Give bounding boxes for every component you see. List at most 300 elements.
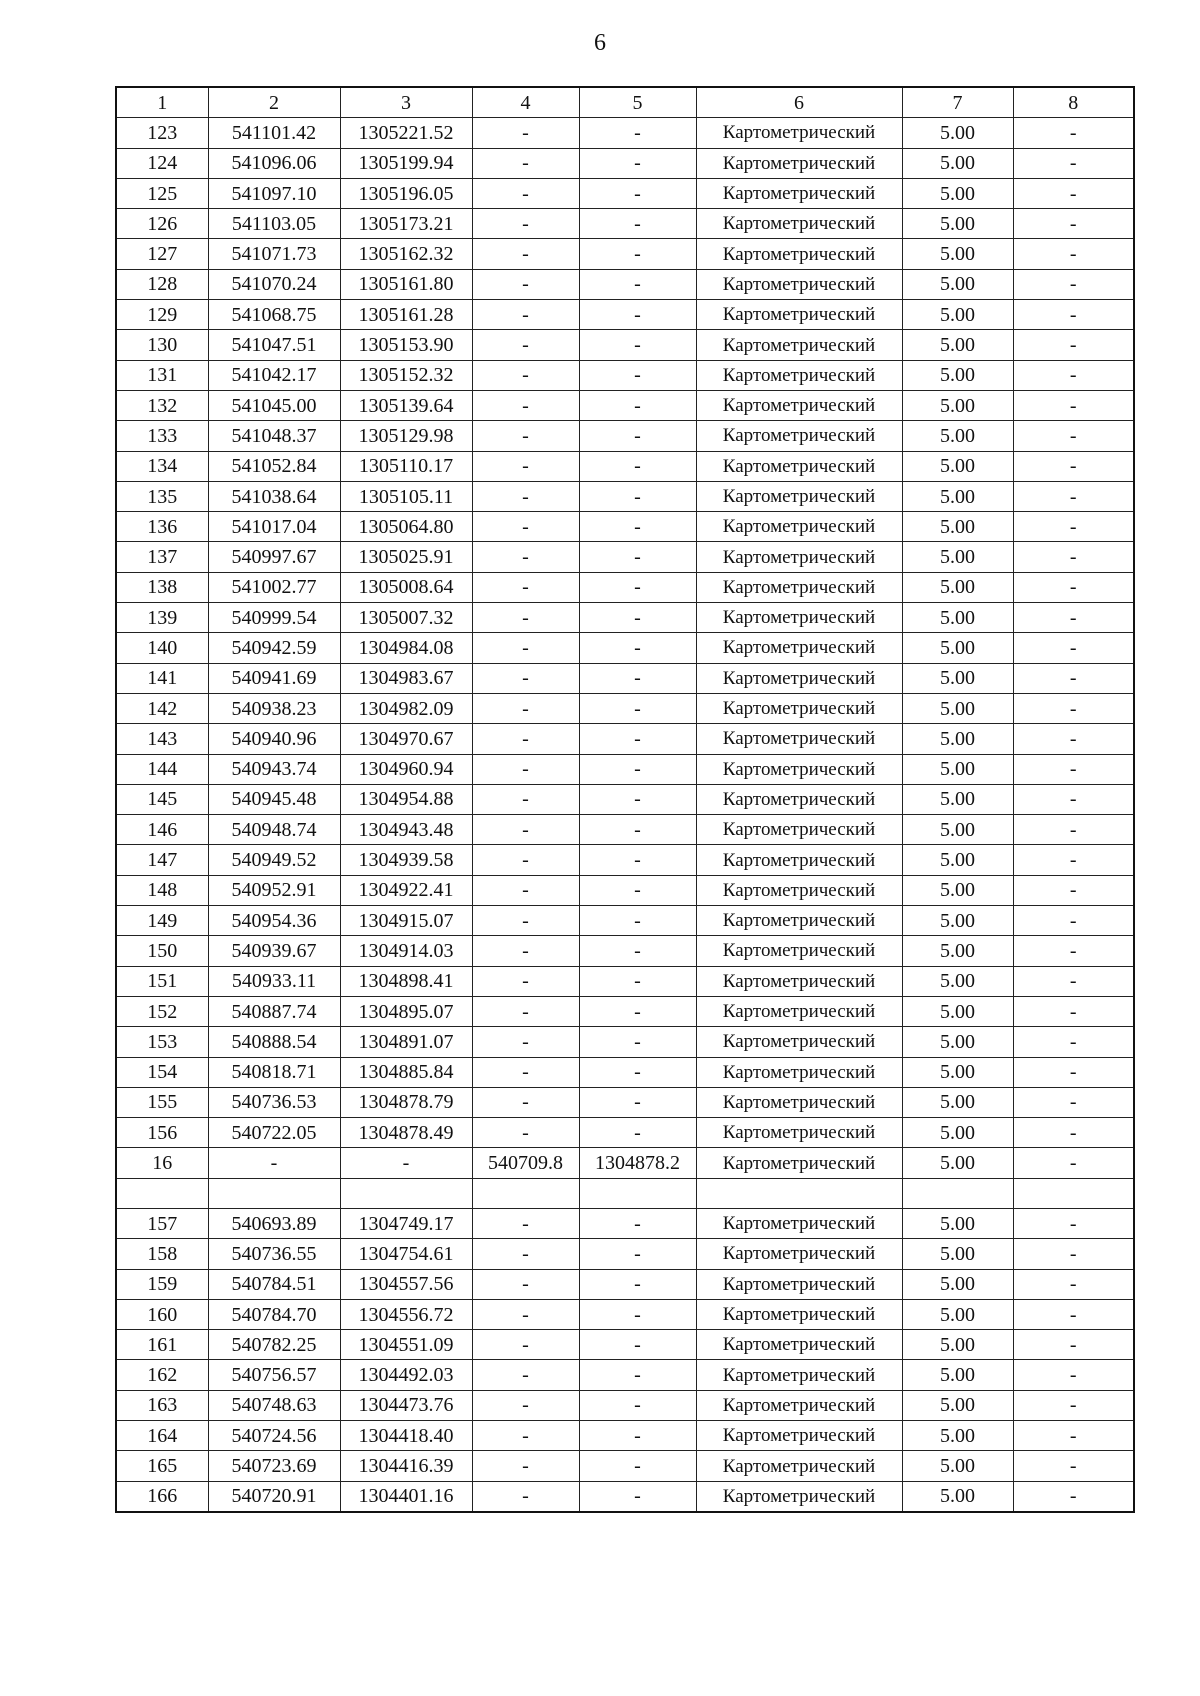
accuracy-cell: 5.00	[902, 1299, 1013, 1329]
description-cell: -	[1013, 845, 1134, 875]
method-cell: Картометрический	[696, 693, 902, 723]
point-number-cell: 163	[116, 1390, 208, 1420]
point-number-cell: 155	[116, 1087, 208, 1117]
point-number-cell: 152	[116, 996, 208, 1026]
method-cell: Картометрический	[696, 148, 902, 178]
x-coordinate-cell: 540736.55	[208, 1239, 340, 1269]
x-coordinate-alt-cell: -	[472, 360, 579, 390]
description-cell: -	[1013, 1057, 1134, 1087]
y-coordinate-alt-cell: 1304878.2	[579, 1148, 696, 1178]
table-row	[116, 1390, 1134, 1420]
description-cell: -	[1013, 1330, 1134, 1360]
table-row	[116, 1360, 1134, 1390]
method-cell: Картометрический	[696, 815, 902, 845]
x-coordinate-alt-cell: -	[472, 1421, 579, 1451]
accuracy-cell: 5.00	[902, 784, 1013, 814]
y-coordinate-cell: 1304556.72	[340, 1299, 472, 1329]
x-coordinate-cell: 540954.36	[208, 906, 340, 936]
x-coordinate-cell: 541017.04	[208, 512, 340, 542]
y-coordinate-alt-cell	[579, 1178, 696, 1208]
table-row	[116, 148, 1134, 178]
point-number-cell: 157	[116, 1208, 208, 1238]
x-coordinate-cell: 540887.74	[208, 996, 340, 1026]
y-coordinate-alt-cell: -	[579, 512, 696, 542]
x-coordinate-cell: 540784.51	[208, 1269, 340, 1299]
y-coordinate-alt-cell: -	[579, 360, 696, 390]
y-coordinate-cell: 1304878.79	[340, 1087, 472, 1117]
y-coordinate-alt-cell: -	[579, 209, 696, 239]
description-cell: -	[1013, 178, 1134, 208]
y-coordinate-alt-cell: -	[579, 1087, 696, 1117]
y-coordinate-cell: 1304492.03	[340, 1360, 472, 1390]
method-cell: Картометрический	[696, 330, 902, 360]
description-cell: -	[1013, 1239, 1134, 1269]
y-coordinate-cell: 1304416.39	[340, 1451, 472, 1481]
method-cell: Картометрический	[696, 421, 902, 451]
description-cell: -	[1013, 512, 1134, 542]
method-cell: Картометрический	[696, 936, 902, 966]
method-cell: Картометрический	[696, 1390, 902, 1420]
x-coordinate-alt-cell: -	[472, 754, 579, 784]
description-cell: -	[1013, 996, 1134, 1026]
point-number-cell: 136	[116, 512, 208, 542]
y-coordinate-cell: 1305152.32	[340, 360, 472, 390]
y-coordinate-cell: 1304551.09	[340, 1330, 472, 1360]
method-cell: Картометрический	[696, 118, 902, 148]
table-row	[116, 1208, 1134, 1238]
accuracy-cell: 5.00	[902, 1451, 1013, 1481]
accuracy-cell: 5.00	[902, 451, 1013, 481]
x-coordinate-alt-cell: -	[472, 815, 579, 845]
y-coordinate-cell: 1304970.67	[340, 724, 472, 754]
accuracy-cell: 5.00	[902, 1239, 1013, 1269]
y-coordinate-alt-cell: -	[579, 815, 696, 845]
method-cell: Картометрический	[696, 300, 902, 330]
method-cell: Картометрический	[696, 1451, 902, 1481]
x-coordinate-cell	[208, 1178, 340, 1208]
x-coordinate-alt-cell: -	[472, 1269, 579, 1299]
x-coordinate-cell: 540784.70	[208, 1299, 340, 1329]
accuracy-cell: 5.00	[902, 1269, 1013, 1299]
point-number-cell: 149	[116, 906, 208, 936]
x-coordinate-cell: 540736.53	[208, 1087, 340, 1117]
y-coordinate-cell: 1304922.41	[340, 875, 472, 905]
point-number-cell: 123	[116, 118, 208, 148]
point-number-cell: 139	[116, 603, 208, 633]
description-cell: -	[1013, 481, 1134, 511]
y-coordinate-alt-cell: -	[579, 1027, 696, 1057]
table-row	[116, 1057, 1134, 1087]
y-coordinate-cell: 1304982.09	[340, 693, 472, 723]
y-coordinate-alt-cell: -	[579, 603, 696, 633]
description-cell	[1013, 1178, 1134, 1208]
table-header-row	[116, 87, 1134, 118]
x-coordinate-cell: 541097.10	[208, 178, 340, 208]
point-number-cell: 166	[116, 1481, 208, 1512]
x-coordinate-alt-cell: -	[472, 784, 579, 814]
description-cell: -	[1013, 906, 1134, 936]
point-number-cell: 126	[116, 209, 208, 239]
x-coordinate-cell: 540722.05	[208, 1118, 340, 1148]
accuracy-cell: 5.00	[902, 603, 1013, 633]
y-coordinate-alt-cell: -	[579, 390, 696, 420]
y-coordinate-cell: 1305162.32	[340, 239, 472, 269]
method-cell: Картометрический	[696, 1239, 902, 1269]
x-coordinate-cell: 540943.74	[208, 754, 340, 784]
y-coordinate-alt-cell: -	[579, 239, 696, 269]
table-body	[116, 118, 1134, 1512]
point-number-cell: 140	[116, 633, 208, 663]
x-coordinate-cell: 541101.42	[208, 118, 340, 148]
x-coordinate-cell: 540938.23	[208, 693, 340, 723]
x-coordinate-cell: 540940.96	[208, 724, 340, 754]
x-coordinate-alt-cell: -	[472, 1087, 579, 1117]
point-number-cell: 130	[116, 330, 208, 360]
y-coordinate-cell: 1305221.52	[340, 118, 472, 148]
accuracy-cell: 5.00	[902, 390, 1013, 420]
y-coordinate-alt-cell: -	[579, 845, 696, 875]
y-coordinate-alt-cell: -	[579, 1208, 696, 1238]
y-coordinate-cell: 1304749.17	[340, 1208, 472, 1238]
table-row	[116, 754, 1134, 784]
x-coordinate-cell: 541103.05	[208, 209, 340, 239]
method-cell: Картометрический	[696, 239, 902, 269]
method-cell: Картометрический	[696, 996, 902, 1026]
x-coordinate-alt-cell: -	[472, 633, 579, 663]
x-coordinate-alt-cell: -	[472, 1330, 579, 1360]
y-coordinate-cell: 1305161.28	[340, 300, 472, 330]
table-row	[116, 936, 1134, 966]
method-cell: Картометрический	[696, 633, 902, 663]
description-cell: -	[1013, 421, 1134, 451]
y-coordinate-cell: 1304914.03	[340, 936, 472, 966]
description-cell: -	[1013, 1299, 1134, 1329]
description-cell: -	[1013, 663, 1134, 693]
method-cell: Картометрический	[696, 512, 902, 542]
description-cell: -	[1013, 1360, 1134, 1390]
x-coordinate-alt-cell: -	[472, 875, 579, 905]
x-coordinate-alt-cell: -	[472, 724, 579, 754]
x-coordinate-alt-cell: -	[472, 1239, 579, 1269]
accuracy-cell: 5.00	[902, 815, 1013, 845]
description-cell: -	[1013, 784, 1134, 814]
table-row	[116, 269, 1134, 299]
x-coordinate-cell: 540941.69	[208, 663, 340, 693]
description-cell: -	[1013, 1390, 1134, 1420]
accuracy-cell: 5.00	[902, 209, 1013, 239]
y-coordinate-cell: 1305110.17	[340, 451, 472, 481]
y-coordinate-cell: -	[340, 1148, 472, 1178]
accuracy-cell: 5.00	[902, 1118, 1013, 1148]
x-coordinate-cell: 540997.67	[208, 542, 340, 572]
table-row	[116, 542, 1134, 572]
x-coordinate-alt-cell: -	[472, 209, 579, 239]
method-cell: Картометрический	[696, 784, 902, 814]
description-cell: -	[1013, 936, 1134, 966]
table-row	[116, 996, 1134, 1026]
x-coordinate-cell: 540693.89	[208, 1208, 340, 1238]
method-cell: Картометрический	[696, 178, 902, 208]
method-cell: Картометрический	[696, 663, 902, 693]
y-coordinate-cell: 1304418.40	[340, 1421, 472, 1451]
description-cell: -	[1013, 300, 1134, 330]
y-coordinate-cell: 1304939.58	[340, 845, 472, 875]
point-number-cell: 145	[116, 784, 208, 814]
accuracy-cell: 5.00	[902, 481, 1013, 511]
method-cell: Картометрический	[696, 481, 902, 511]
x-coordinate-alt-cell: -	[472, 390, 579, 420]
accuracy-cell: 5.00	[902, 1057, 1013, 1087]
x-coordinate-cell: 541048.37	[208, 421, 340, 451]
table-row	[116, 239, 1134, 269]
point-number-cell: 125	[116, 178, 208, 208]
x-coordinate-cell: 541070.24	[208, 269, 340, 299]
table-row	[116, 1421, 1134, 1451]
accuracy-cell: 5.00	[902, 512, 1013, 542]
description-cell: -	[1013, 239, 1134, 269]
method-cell: Картометрический	[696, 360, 902, 390]
table-row	[116, 1481, 1134, 1512]
description-cell: -	[1013, 1118, 1134, 1148]
method-cell: Картометрический	[696, 875, 902, 905]
accuracy-cell: 5.00	[902, 300, 1013, 330]
method-cell: Картометрический	[696, 724, 902, 754]
description-cell: -	[1013, 724, 1134, 754]
table-row	[116, 875, 1134, 905]
y-coordinate-alt-cell: -	[579, 300, 696, 330]
description-cell: -	[1013, 1027, 1134, 1057]
y-coordinate-alt-cell: -	[579, 633, 696, 663]
header-cell: 3	[340, 87, 472, 118]
x-coordinate-cell: 541045.00	[208, 390, 340, 420]
accuracy-cell: 5.00	[902, 996, 1013, 1026]
description-cell: -	[1013, 875, 1134, 905]
x-coordinate-cell: 540949.52	[208, 845, 340, 875]
y-coordinate-cell: 1304895.07	[340, 996, 472, 1026]
table-row	[116, 1148, 1134, 1178]
point-number-cell: 165	[116, 1451, 208, 1481]
accuracy-cell: 5.00	[902, 1330, 1013, 1360]
x-coordinate-alt-cell: -	[472, 1481, 579, 1512]
y-coordinate-alt-cell: -	[579, 572, 696, 602]
accuracy-cell: 5.00	[902, 906, 1013, 936]
accuracy-cell: 5.00	[902, 633, 1013, 663]
description-cell: -	[1013, 754, 1134, 784]
method-cell: Картометрический	[696, 1148, 902, 1178]
accuracy-cell	[902, 1178, 1013, 1208]
accuracy-cell: 5.00	[902, 1208, 1013, 1238]
table-row	[116, 1118, 1134, 1148]
accuracy-cell: 5.00	[902, 1148, 1013, 1178]
point-number-cell: 159	[116, 1269, 208, 1299]
y-coordinate-alt-cell: -	[579, 178, 696, 208]
header-cell: 7	[902, 87, 1013, 118]
accuracy-cell: 5.00	[902, 1421, 1013, 1451]
y-coordinate-alt-cell: -	[579, 936, 696, 966]
description-cell: -	[1013, 966, 1134, 996]
accuracy-cell: 5.00	[902, 1390, 1013, 1420]
point-number-cell: 161	[116, 1330, 208, 1360]
description-cell: -	[1013, 118, 1134, 148]
point-number-cell: 137	[116, 542, 208, 572]
y-coordinate-cell: 1305008.64	[340, 572, 472, 602]
point-number-cell: 151	[116, 966, 208, 996]
y-coordinate-alt-cell: -	[579, 1481, 696, 1512]
x-coordinate-alt-cell: -	[472, 906, 579, 936]
point-number-cell: 124	[116, 148, 208, 178]
accuracy-cell: 5.00	[902, 178, 1013, 208]
table-row	[116, 300, 1134, 330]
description-cell: -	[1013, 815, 1134, 845]
description-cell: -	[1013, 1269, 1134, 1299]
x-coordinate-alt-cell: -	[472, 330, 579, 360]
accuracy-cell: 5.00	[902, 1027, 1013, 1057]
y-coordinate-alt-cell: -	[579, 330, 696, 360]
method-cell: Картометрический	[696, 754, 902, 784]
table-row	[116, 209, 1134, 239]
method-cell: Картометрический	[696, 269, 902, 299]
table-row	[116, 663, 1134, 693]
y-coordinate-cell: 1305161.80	[340, 269, 472, 299]
table-row	[116, 1269, 1134, 1299]
description-cell: -	[1013, 603, 1134, 633]
accuracy-cell: 5.00	[902, 118, 1013, 148]
method-cell: Картометрический	[696, 1421, 902, 1451]
page-number: 6	[594, 30, 606, 56]
point-number-cell: 138	[116, 572, 208, 602]
x-coordinate-cell: 540942.59	[208, 633, 340, 663]
header-cell: 2	[208, 87, 340, 118]
table-row	[116, 693, 1134, 723]
y-coordinate-cell: 1305025.91	[340, 542, 472, 572]
x-coordinate-cell: 540782.25	[208, 1330, 340, 1360]
table-row	[116, 178, 1134, 208]
x-coordinate-cell: 540756.57	[208, 1360, 340, 1390]
point-number-cell: 146	[116, 815, 208, 845]
accuracy-cell: 5.00	[902, 693, 1013, 723]
y-coordinate-cell: 1305129.98	[340, 421, 472, 451]
description-cell: -	[1013, 633, 1134, 663]
point-number-cell: 154	[116, 1057, 208, 1087]
coordinates-table	[115, 86, 1135, 1513]
accuracy-cell: 5.00	[902, 845, 1013, 875]
method-cell: Картометрический	[696, 209, 902, 239]
accuracy-cell: 5.00	[902, 148, 1013, 178]
x-coordinate-alt-cell: -	[472, 481, 579, 511]
y-coordinate-alt-cell: -	[579, 269, 696, 299]
method-cell: Картометрический	[696, 572, 902, 602]
description-cell: -	[1013, 330, 1134, 360]
x-coordinate-alt-cell: -	[472, 421, 579, 451]
y-coordinate-alt-cell: -	[579, 1269, 696, 1299]
y-coordinate-cell: 1304954.88	[340, 784, 472, 814]
x-coordinate-alt-cell: -	[472, 603, 579, 633]
y-coordinate-alt-cell: -	[579, 875, 696, 905]
y-coordinate-cell	[340, 1178, 472, 1208]
point-number-cell: 141	[116, 663, 208, 693]
x-coordinate-alt-cell: -	[472, 845, 579, 875]
description-cell: -	[1013, 1148, 1134, 1178]
y-coordinate-alt-cell: -	[579, 1118, 696, 1148]
x-coordinate-cell: 541068.75	[208, 300, 340, 330]
point-number-cell: 132	[116, 390, 208, 420]
description-cell: -	[1013, 209, 1134, 239]
table-row	[116, 1178, 1134, 1208]
x-coordinate-alt-cell: -	[472, 1390, 579, 1420]
point-number-cell: 129	[116, 300, 208, 330]
accuracy-cell: 5.00	[902, 239, 1013, 269]
method-cell: Картометрический	[696, 1360, 902, 1390]
x-coordinate-cell: 540952.91	[208, 875, 340, 905]
x-coordinate-cell: 540723.69	[208, 1451, 340, 1481]
point-number-cell: 144	[116, 754, 208, 784]
y-coordinate-alt-cell: -	[579, 966, 696, 996]
y-coordinate-alt-cell: -	[579, 906, 696, 936]
y-coordinate-alt-cell: -	[579, 1390, 696, 1420]
y-coordinate-alt-cell: -	[579, 663, 696, 693]
y-coordinate-cell: 1304891.07	[340, 1027, 472, 1057]
method-cell: Картометрический	[696, 542, 902, 572]
accuracy-cell: 5.00	[902, 875, 1013, 905]
header-cell: 1	[116, 87, 208, 118]
method-cell: Картометрический	[696, 1299, 902, 1329]
y-coordinate-cell: 1304960.94	[340, 754, 472, 784]
accuracy-cell: 5.00	[902, 1481, 1013, 1512]
x-coordinate-alt-cell: -	[472, 1057, 579, 1087]
accuracy-cell: 5.00	[902, 754, 1013, 784]
x-coordinate-alt-cell: -	[472, 118, 579, 148]
y-coordinate-alt-cell: -	[579, 148, 696, 178]
table-row	[116, 451, 1134, 481]
method-cell: Картометрический	[696, 603, 902, 633]
table-row	[116, 906, 1134, 936]
method-cell: Картометрический	[696, 1208, 902, 1238]
y-coordinate-alt-cell: -	[579, 1239, 696, 1269]
x-coordinate-alt-cell: -	[472, 239, 579, 269]
y-coordinate-cell: 1305007.32	[340, 603, 472, 633]
y-coordinate-alt-cell: -	[579, 784, 696, 814]
accuracy-cell: 5.00	[902, 360, 1013, 390]
y-coordinate-alt-cell: -	[579, 996, 696, 1026]
y-coordinate-cell: 1305064.80	[340, 512, 472, 542]
x-coordinate-cell: -	[208, 1148, 340, 1178]
method-cell: Картометрический	[696, 1269, 902, 1299]
x-coordinate-alt-cell: -	[472, 1360, 579, 1390]
description-cell: -	[1013, 572, 1134, 602]
method-cell: Картометрический	[696, 1057, 902, 1087]
point-number-cell	[116, 1178, 208, 1208]
table-row	[116, 845, 1134, 875]
method-cell: Картометрический	[696, 966, 902, 996]
table-row	[116, 481, 1134, 511]
table-row	[116, 330, 1134, 360]
x-coordinate-cell: 541047.51	[208, 330, 340, 360]
x-coordinate-cell: 541096.06	[208, 148, 340, 178]
description-cell: -	[1013, 542, 1134, 572]
description-cell: -	[1013, 1481, 1134, 1512]
y-coordinate-alt-cell: -	[579, 421, 696, 451]
y-coordinate-cell: 1304915.07	[340, 906, 472, 936]
description-cell: -	[1013, 390, 1134, 420]
table-row	[116, 1330, 1134, 1360]
y-coordinate-alt-cell: -	[579, 481, 696, 511]
table-row	[116, 1451, 1134, 1481]
y-coordinate-alt-cell: -	[579, 118, 696, 148]
point-number-cell: 148	[116, 875, 208, 905]
x-coordinate-cell: 540933.11	[208, 966, 340, 996]
table-row	[116, 815, 1134, 845]
accuracy-cell: 5.00	[902, 572, 1013, 602]
